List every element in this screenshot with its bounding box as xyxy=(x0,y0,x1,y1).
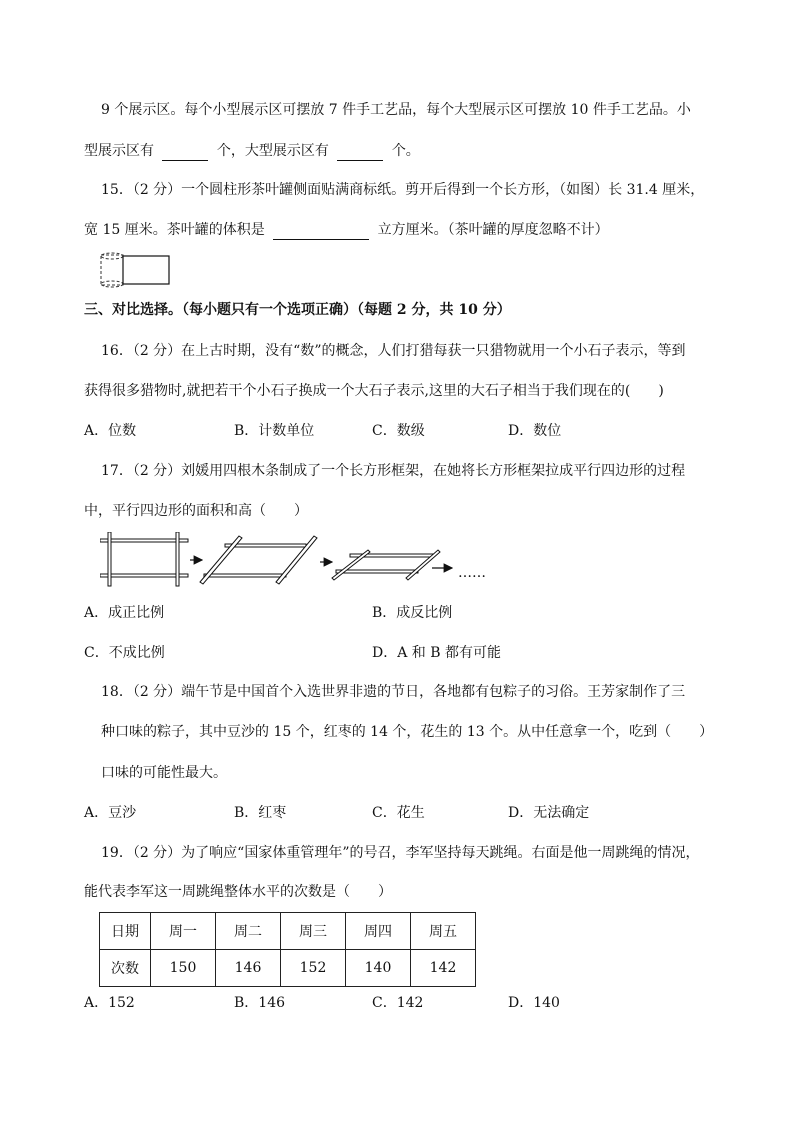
q17-option-c[interactable]: C．不成比例 xyxy=(84,645,165,661)
table-cell: 周三 xyxy=(281,913,346,950)
table-cell: 146 xyxy=(216,950,281,987)
q17-option-b[interactable]: B．成反比例 xyxy=(372,605,453,621)
table-cell: 日期 xyxy=(100,913,151,950)
table-cell: 周一 xyxy=(151,913,216,950)
q14-line2 xyxy=(84,141,420,161)
table-cell: 周四 xyxy=(346,913,411,950)
q18-line2: 种口味的粽子，其中豆沙的 15 个，红枣的 14 个，花生的 13 个。从中任意拿一个，吃到（ ） xyxy=(101,724,714,740)
table-cell: 周五 xyxy=(411,913,476,950)
q18-option-d[interactable]: D．无法确定 xyxy=(508,805,590,821)
q19-option-c[interactable]: C．142 xyxy=(372,995,424,1011)
table-cell: 次数 xyxy=(100,950,151,987)
rope-skipping-table xyxy=(99,912,476,987)
table-cell: 142 xyxy=(411,950,476,987)
table-cell: 150 xyxy=(151,950,216,987)
q17-line1: 17．（2 分）刘媛用四根木条制成了一个长方形框架，在她将长方形框架拉成平行四边形的过程 xyxy=(101,463,686,479)
q19-option-a[interactable]: A．152 xyxy=(84,995,135,1011)
q14-text-a: 型展示区有 xyxy=(84,143,154,159)
q19-option-b[interactable]: B．146 xyxy=(234,995,286,1011)
q18-option-c[interactable]: C．花生 xyxy=(372,805,425,821)
q14-blank-small[interactable] xyxy=(162,144,208,161)
q16-option-d[interactable]: D．数位 xyxy=(508,423,562,439)
q14-line1: 9 个展示区。每个小型展示区可摆放 7 件手工艺品，每个大型展示区可摆放 10 件手工艺品。小 xyxy=(101,102,691,118)
table-header-row xyxy=(100,913,476,950)
q17-option-d[interactable]: D．A 和 B 都有可能 xyxy=(372,645,501,661)
q15-line1: 15．（2 分）一个圆柱形茶叶罐侧面贴满商标纸。剪开后得到一个长方形，（如图）长 31.4 厘米， xyxy=(101,182,705,198)
q16-line2: 获得很多猎物时,就把若干个小石子换成一个大石子表示,这里的大石子相当于我们现在的( ) xyxy=(84,383,664,399)
q16-option-b[interactable]: B．计数单位 xyxy=(234,423,315,439)
q19-option-d[interactable]: D．140 xyxy=(508,995,560,1011)
q18-option-b[interactable]: B．红枣 xyxy=(234,805,287,821)
q15-blank-volume[interactable] xyxy=(273,223,369,240)
q19-line1: 19．（2 分）为了响应“国家体重管理年”的号召，李军坚持每天跳绳。右面是他一周跳绳的情况， xyxy=(101,845,700,861)
q16-line1: 16．（2 分）在上古时期，没有“数”的概念，人们打猎每获一只猎物就用一个小石子表示，等到 xyxy=(101,343,686,359)
q14-blank-large[interactable] xyxy=(337,144,383,161)
q16-option-a[interactable]: A．位数 xyxy=(84,423,137,439)
table-cell: 152 xyxy=(281,950,346,987)
q15-line2 xyxy=(84,220,609,240)
table-cell: 140 xyxy=(346,950,411,987)
q17-line2: 中，平行四边形的面积和高（ ） xyxy=(84,503,308,519)
q17-ellipsis: …… xyxy=(458,565,486,581)
section-heading: 三、对比选择。（每小题只有一个选项正确）（每题 2 分，共 10 分） xyxy=(84,302,511,318)
frame-deformation-figure xyxy=(100,532,480,588)
q14-text-c: 个。 xyxy=(391,143,420,159)
q16-option-c[interactable]: C．数级 xyxy=(372,423,425,439)
q19-line2: 能代表李军这一周跳绳整体水平的次数是（ ） xyxy=(84,884,392,900)
cylinder-rectangle-figure xyxy=(100,252,172,288)
q15-text-b: 立方厘米。（茶叶罐的厚度忽略不计） xyxy=(377,222,609,238)
q17-option-a[interactable]: A．成正比例 xyxy=(84,605,165,621)
table-cell: 周二 xyxy=(216,913,281,950)
q14-text-b: 个，大型展示区有 xyxy=(216,143,329,159)
q18-line1: 18．（2 分）端午节是中国首个入选世界非遗的节日，各地都有包粽子的习俗。王芳家制作了三 xyxy=(101,684,686,700)
q18-line3: 口味的可能性最大。 xyxy=(101,765,227,781)
q15-text-a: 宽 15 厘米。茶叶罐的体积是 xyxy=(84,222,265,238)
table-row xyxy=(100,950,476,987)
q18-option-a[interactable]: A．豆沙 xyxy=(84,805,137,821)
